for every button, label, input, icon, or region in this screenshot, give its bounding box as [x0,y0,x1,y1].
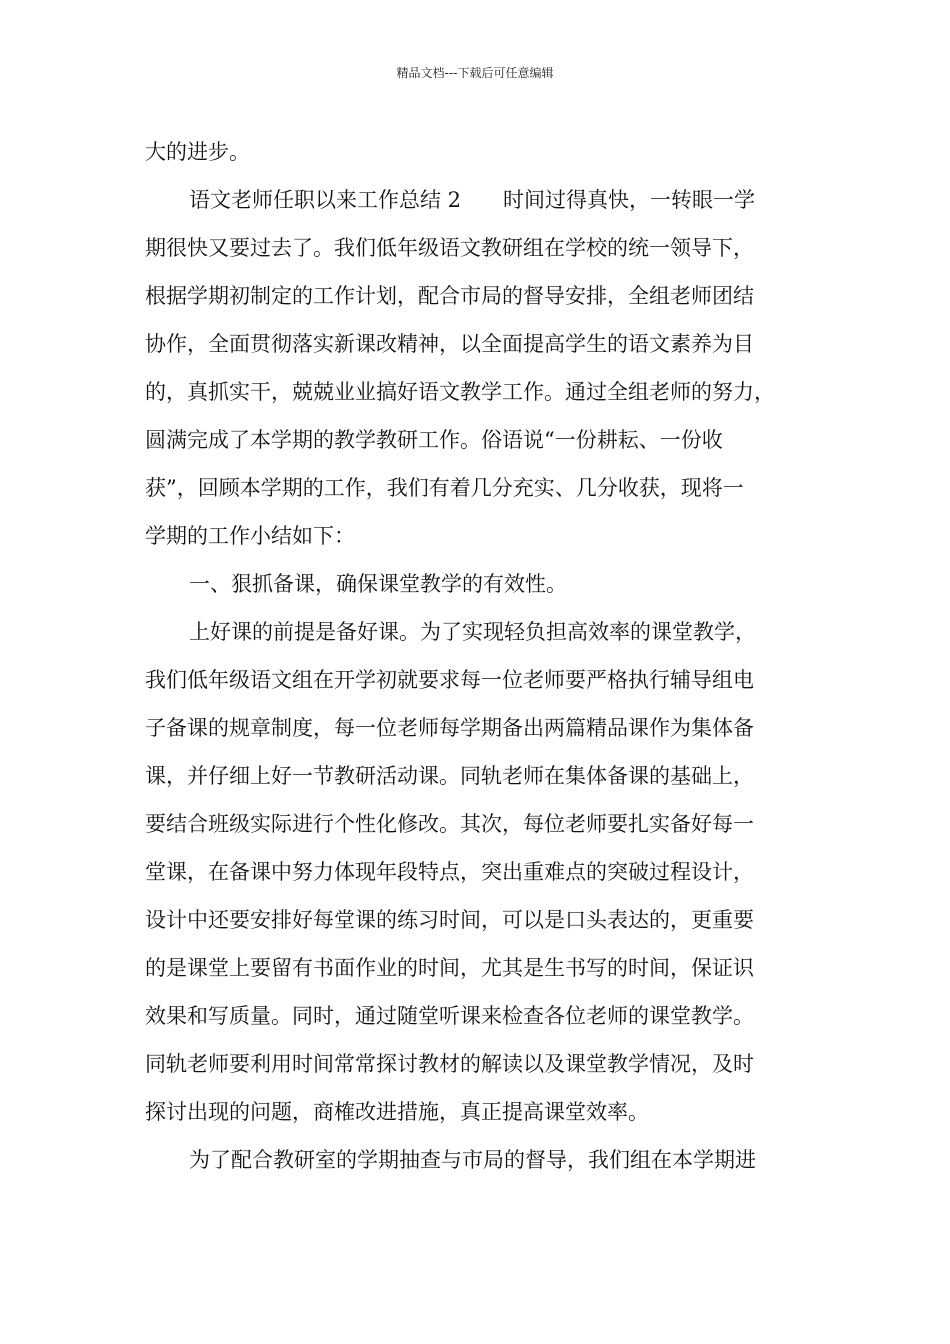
text-line: 效果和写质量。同时，通过随堂听课来检查各位老师的课堂教学。 [145,1004,754,1028]
text-line: 为了配合教研室的学期抽查与市局的督导，我们组在本学期进 [189,1148,756,1172]
text-line: 的，真抓实干，兢兢业业搞好语文教学工作。通过全组老师的努力， [145,380,775,404]
text-line: 探讨出现的问题，商榷改进措施，真正提高课堂效率。 [145,1100,649,1124]
text-line: 上好课的前提是备好课。为了实现轻负担高效率的课堂教学， [189,620,756,644]
text-line: 学期的工作小结如下： [145,524,355,548]
text-line: 同轨老师要利用时间常常探讨教材的解读以及课堂教学情况，及时 [145,1052,754,1076]
document-body [145,128,830,1184]
section-heading: 一、狠抓备课，确保课堂教学的有效性。 [189,572,567,596]
text-line: 要结合班级实际进行个性化修改。其次，每位老师要扎实备好每一 [145,812,754,836]
page-header: 精品文档---下载后可任意编辑 [396,66,554,80]
text-line: 堂课，在备课中努力体现年段特点，突出重难点的突破过程设计， [145,860,754,884]
text-line: 协作，全面贯彻落实新课改精神，以全面提高学生的语文素养为目 [145,332,754,356]
text-line: 我们低年级语文组在开学初就要求每一位老师要严格执行辅导组电 [145,668,754,692]
text-line: 大的进步。 [145,140,250,164]
section-title-line [145,176,830,224]
text-line: 根据学期初制定的工作计划，配合市局的督导安排，全组老师团结 [145,284,754,308]
text-line: 课，并仔细上好一节教研活动课。同轨老师在集体备课的基础上， [145,764,754,788]
text-line: 获”，回顾本学期的工作，我们有着几分充实、几分收获，现将一 [145,476,744,500]
text-line: 子备课的规章制度，每一位老师每学期备出两篇精品课作为集体备 [145,716,754,740]
section-title: 语文老师任职以来工作总结 2 [189,188,462,212]
text-line: 的是课堂上要留有书面作业的时间，尤其是生书写的时间，保证识 [145,956,754,980]
text-line: 设计中还要安排好每堂课的练习时间，可以是口头表达的，更重要 [145,908,754,932]
text-line: 期很快又要过去了。我们低年级语文教研组在学校的统一领导下， [145,236,754,260]
text-line: 圆满完成了本学期的教学教研工作。俗语说“一份耕耘、一份收 [145,428,723,452]
paragraph-start: 时间过得真快，一转眼一学 [503,188,756,212]
